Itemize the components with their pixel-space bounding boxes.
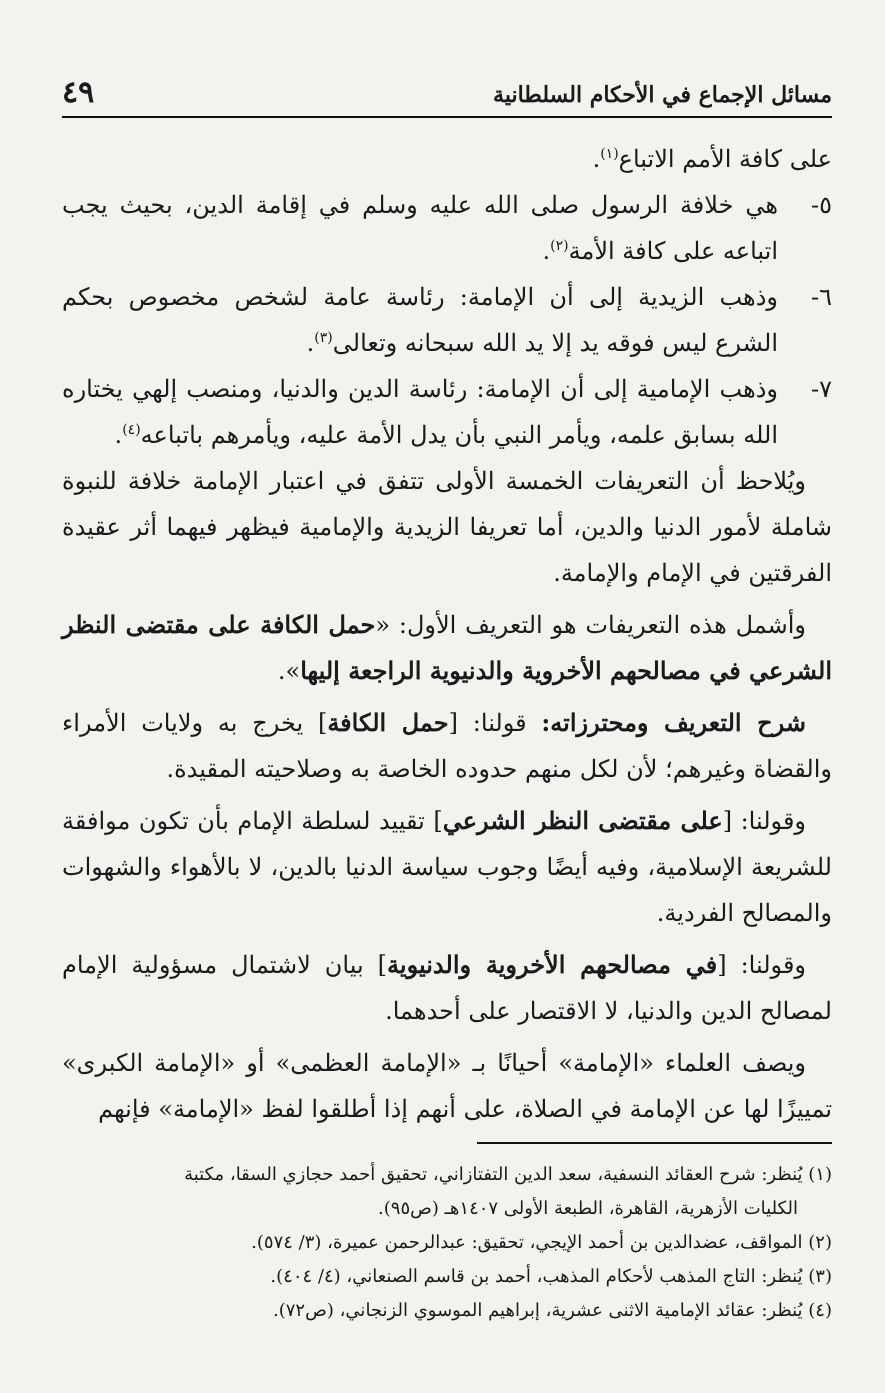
opening-line: على كافة الأمم الاتباع$^{(١)}$. [592, 145, 832, 173]
footnote-3: (٣) يُنظر: التاج المذهب لأحكام المذهب، أحمد بن قاسم الصنعاني، (٤/ ٤٠٤). [270, 1266, 832, 1287]
definition-item-5: ٥- هي خلافة الرسول صلى الله عليه وسلم في إقامة الدين، بحيث يجب اتباعه على كافة الأمة$^{(٢)}$. [62, 182, 832, 274]
item-number-5: ٥- [811, 191, 832, 219]
definition-item-7: ٧- وذهب الإمامية إلى أن الإمامة: رئاسة الدين والدنيا، ومنصب إلهي يختاره الله بسابق علمه، ويأمر النبي بأن يدل الأمة عليه، ويأمرهم باتباعه$^{(٤)}$. [62, 366, 832, 458]
footnotes [62, 1158, 832, 1328]
paragraph-best-definition: وأشمل هذه التعريفات هو التعريف الأول: «حمل الكافة على مقتضى النظر الشرعي في مصالحهم الأخروية والدنيوية الراجعة إليها». [62, 610, 832, 685]
item-number-6: ٦- [811, 283, 832, 311]
footnote-ref-4: (٤) [122, 422, 141, 438]
footnote-2: (٢) المواقف، عضدالدين بن أحمد الإيجي، تحقيق: عبدالرحمن عميرة، (٣/ ٥٧٤). [251, 1232, 832, 1253]
page-number: ٤٩ [62, 75, 95, 110]
book-page [62, 70, 832, 1360]
running-header [62, 70, 832, 118]
explanation-heading: شرح التعريف ومحترزاته: [541, 708, 806, 737]
footnote-ref-1: (١) [600, 146, 619, 162]
term-interests: في مصالحهم الأخروية والدنيوية [387, 950, 718, 979]
footnote-1: (١) يُنظر: شرح العقائد النسفية، سعد الدين التفتازاني، تحقيق أحمد حجازي السقا، مكتبة [184, 1164, 832, 1185]
paragraph-observation: ويُلاحظ أن التعريفات الخمسة الأولى تتفق في اعتبار الإمامة خلافة للنبوة شاملة لأمور الدنيا والدين، أما تعريفا الزيدية والإمامية فيظهر فيهما أثر عقيدة الفرقتين في الإمام والإمامة. [62, 467, 832, 587]
paragraph-sharia-restriction: وقولنا: [على مقتضى النظر الشرعي] تقييد لسلطة الإمام بأن تكون موافقة للشريعة الإسلامية، وفيه أيضًا وجوب سياسة الدنيا بالدين، لا بالأهواء والشهوات والمصالح الفردية. [62, 806, 832, 927]
item-text-7: وذهب الإمامية إلى أن الإمامة: رئاسة الدين والدنيا، ومنصب إلهي يختاره الله بسابق علمه، ويأمر النبي بأن يدل الأمة عليه، ويأمرهم باتباعه [62, 375, 778, 449]
footnote-divider [477, 1142, 832, 1144]
footnote-4: (٤) يُنظر: عقائد الإمامية الاثنى عشرية، إبراهيم الموسوي الزنجاني، (ص٧٢). [273, 1300, 832, 1321]
footnote-ref-2: (٢) [550, 238, 569, 254]
footnote-1-continued: الكليات الأزهرية، القاهرة، الطبعة الأولى ١٤٠٧هـ (ص٩٥). [378, 1198, 798, 1219]
item-text-6: وذهب الزيدية إلى أن الإمامة: رئاسة عامة لشخص مخصوص بحكم الشرع ليس فوقه يد إلا يد الله سبحانه وتعالى [62, 283, 778, 357]
paragraph-interests: وقولنا: [في مصالحهم الأخروية والدنيوية] بيان لاشتمال مسؤولية الإمام لمصالح الدين والدنيا، لا الاقتصار على أحدهما. [62, 950, 832, 1025]
header-title: مسائل الإجماع في الأحكام السلطانية [493, 82, 832, 108]
paragraph-greater-imamate: ويصف العلماء «الإمامة» أحيانًا بـ «الإمامة العظمى» أو «الإمامة الكبرى» تمييزًا لها عن الإمامة في الصلاة، على أنهم إذا أطلقوا لفظ «الإمامة» فإنهم [62, 1049, 832, 1123]
footnote-ref-3: (٣) [314, 330, 333, 346]
best-definition-quote: حمل الكافة على مقتضى النظر الشرعي في مصالحهم الأخروية والدنيوية الراجعة إليها [62, 610, 832, 685]
main-text [62, 136, 832, 1132]
term-haml-alkaffa: حمل الكافة [327, 708, 449, 737]
term-sharia-view: على مقتضى النظر الشرعي [442, 806, 723, 835]
item-text-5: هي خلافة الرسول صلى الله عليه وسلم في إقامة الدين، بحيث يجب اتباعه على كافة الأمة [62, 191, 778, 265]
item-number-7: ٧- [811, 375, 832, 403]
opening-line-text: على كافة الأمم الاتباع [618, 145, 832, 173]
paragraph-explanation: شرح التعريف ومحترزاته: قولنا: [حمل الكافة] يخرج به ولايات الأمراء والقضاة وغيرهم؛ لأن لكل منهم حدوده الخاصة به وصلاحيته المقيدة. [62, 708, 832, 783]
definition-item-6: ٦- وذهب الزيدية إلى أن الإمامة: رئاسة عامة لشخص مخصوص بحكم الشرع ليس فوقه يد إلا يد الله سبحانه وتعالى$^{(٣)}$. [62, 274, 832, 366]
